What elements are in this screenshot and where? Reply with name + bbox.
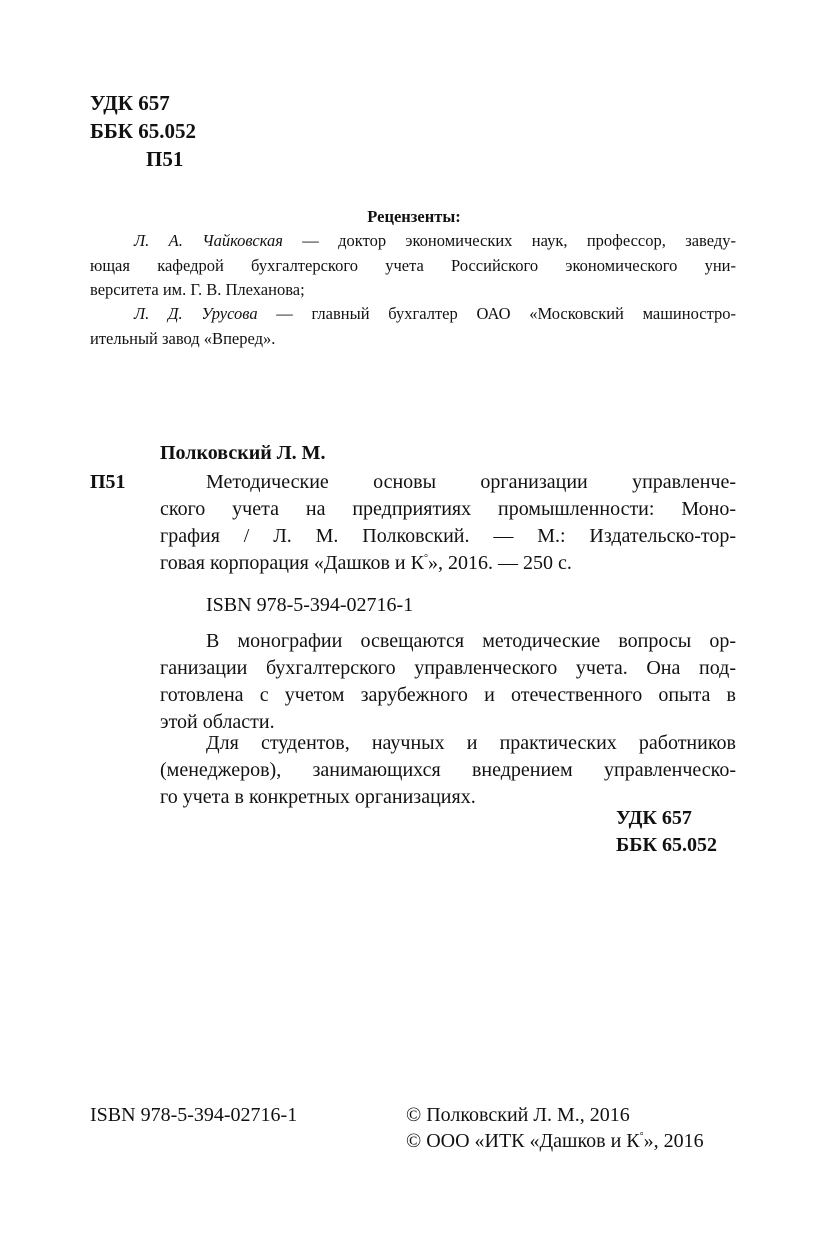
annotation-paragraph-1	[160, 628, 736, 736]
reviewer-1-line-3: верситета им. Г. В. Плеханова;	[90, 280, 305, 299]
reviewer-2-line-2: ительный завод «Вперед».	[90, 328, 276, 348]
degree-sup: °	[423, 553, 428, 564]
copyright-author: © Полковский Л. М., 2016	[406, 1104, 630, 1126]
title-line-2: ского учета на предприятиях промышленности: Моно-	[160, 498, 736, 520]
bibliographic-description	[160, 469, 736, 577]
reviewer-1	[90, 229, 736, 303]
title-line-1: Методические основы организации управленче-	[206, 471, 736, 493]
reviewer-1-name: Л. А. Чайковская	[134, 231, 283, 250]
isbn-footer: ISBN 978-5-394-02716-1	[90, 1104, 298, 1126]
reviewer-1-line-1: Л. А. Чайковская — доктор экономических наук, профессор, заведу-	[134, 231, 736, 250]
annotation-p2-line-2: (менеджеров), занимающихся внедрением управленческо-	[160, 759, 736, 781]
author-mark-top: П51	[146, 147, 184, 171]
reviewer-2	[90, 302, 736, 351]
annotation-p2-line-1: Для студентов, научных и практических работников	[206, 732, 736, 754]
isbn-record: ISBN 978-5-394-02716-1	[206, 594, 414, 616]
udk-bottom: УДК 657	[616, 807, 692, 829]
annotation-p1-line-3: готовлена с учетом зарубежного и отечественного опыта в	[160, 684, 736, 706]
degree-sup: °	[639, 1131, 644, 1142]
copyright-publisher: © ООО «ИТК «Дашков и К°», 2016	[406, 1130, 704, 1152]
annotation-paragraph-2	[160, 730, 736, 811]
annotation-p2-line-3: го учета в конкретных организациях.	[160, 786, 476, 808]
annotation-p1-line-1: В монографии освещаются методические вопросы ор-	[206, 630, 736, 652]
annotation-p1-line-2: ганизации бухгалтерского управленческого учета. Она под-	[160, 657, 736, 679]
reviewer-1-line-2: ющая кафедрой бухгалтерского учета Российского экономического уни-	[90, 255, 736, 275]
author-mark: П51	[90, 471, 126, 493]
bbk-top: ББК 65.052	[90, 119, 196, 143]
udk-top: УДК 657	[90, 91, 170, 115]
annotation-p1-line-4: этой области.	[160, 711, 275, 733]
title-line-4: говая корпорация «Дашков и К°», 2016. — 250 с.	[160, 552, 572, 574]
bbk-bottom: ББК 65.052	[616, 834, 717, 856]
author-heading: Полковский Л. М.	[160, 442, 326, 464]
reviewer-2-line-1: Л. Д. Урусова — главный бухгалтер ОАО «Московский машиностро-	[134, 304, 736, 323]
reviewer-2-name: Л. Д. Урусова	[134, 304, 258, 323]
reviewers-heading: Рецензенты:	[367, 207, 461, 226]
title-line-3: графия / Л. М. Полковский. — М.: Издательско-тор-	[160, 525, 736, 547]
